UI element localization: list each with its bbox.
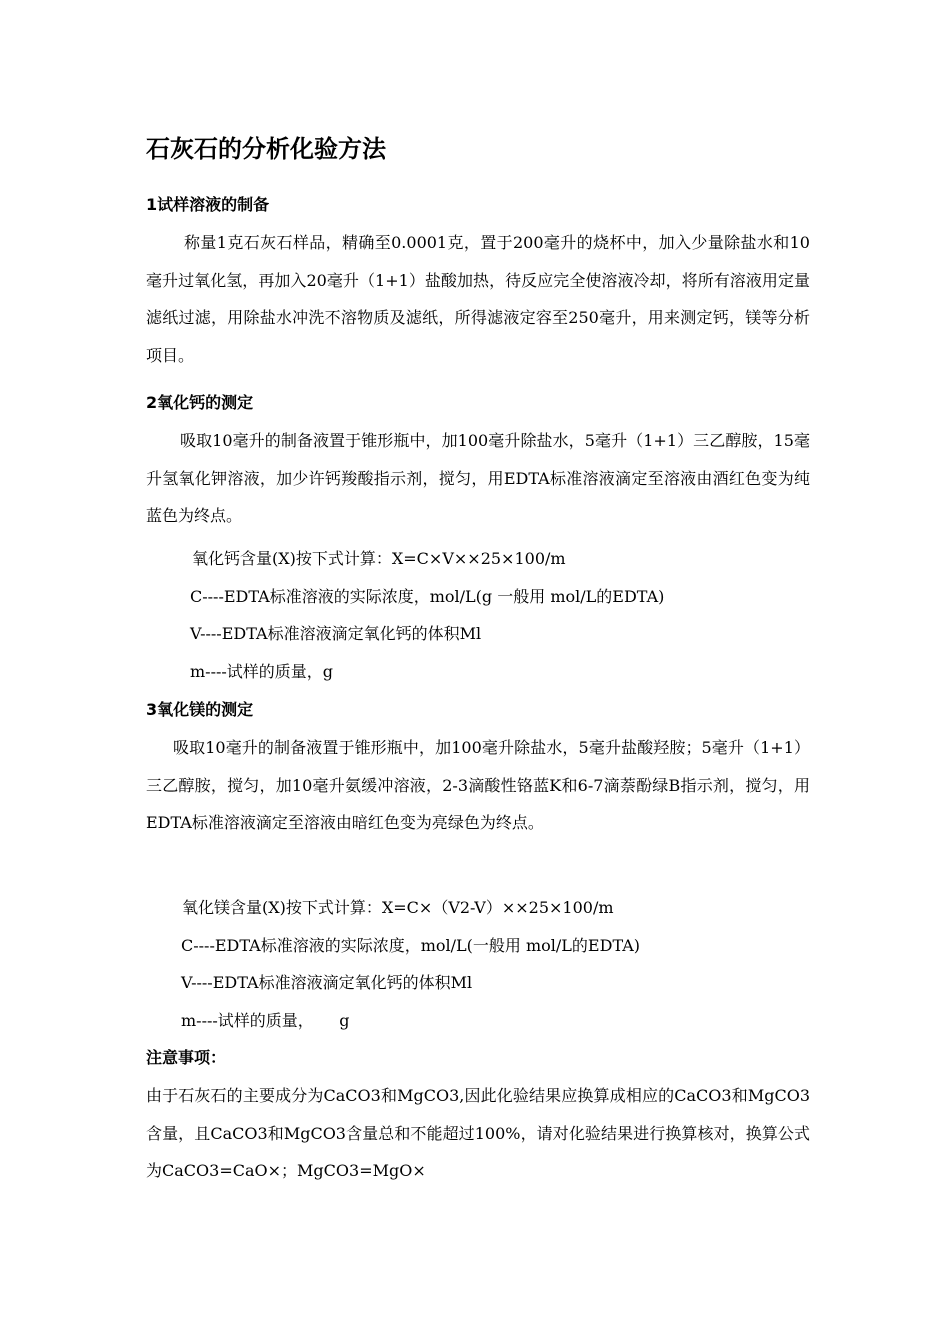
section-1-body: 称量1克石灰石样品，精确至0.0001克，置于200毫升的烧杯中，加入少量除盐水和10毫升过氧化氢，再加入20毫升（1+1）盐酸加热，待反应完全使溶液冷却，将所有溶液用定量滤纸过滤，用除盐水冲洗不溶物质及滤纸，所得滤液定容至250毫升，用来测定钙，镁等分析项目。: [146, 233, 810, 365]
notes-body: 由于石灰石的主要成分为CaCO3和MgCO3,因此化验结果应换算成相应的CaCO3和MgCO3含量，且CaCO3和MgCO3含量总和不能超过100%，请对化验结果进行换算核对，换算公式为CaCO3=CaO×；MgCO3=MgO×: [146, 1086, 810, 1180]
section-2-heading: 2氧化钙的测定: [146, 393, 254, 412]
magnesium-def-m: m----试样的质量， g: [181, 1011, 350, 1030]
section-2-body: 吸取10毫升的制备液置于锥形瓶中，加100毫升除盐水，5毫升（1+1）三乙醇胺，15毫升氢氧化钾溶液，加少许钙羧酸指示剂，搅匀，用EDTA标准溶液滴定至溶液由酒红色变为纯蓝色为终点。: [146, 431, 810, 525]
calcium-oxide-formula: 氧化钙含量(X)按下式计算：X=C×V××25×100/m: [192, 549, 566, 568]
section-3-body: 吸取10毫升的制备液置于锥形瓶中，加100毫升除盐水，5毫升盐酸羟胺；5毫升（1+1）三乙醇胺，搅匀，加10毫升氨缓冲溶液，2-3滴酸性铬蓝K和6-7滴萘酚绿B指示剂，搅匀，用EDTA标准溶液滴定至溶液由暗红色变为亮绿色为终点。: [146, 738, 810, 832]
calcium-def-m: m----试样的质量，g: [190, 662, 334, 681]
notes-heading: 注意事项：: [146, 1048, 227, 1067]
magnesium-def-c: C----EDTA标准溶液的实际浓度，mol/L(一般用 mol/L的EDTA): [181, 936, 641, 955]
magnesium-def-v: V----EDTA标准溶液滴定氧化钙的体积Ml: [181, 973, 473, 992]
section-1-heading: 1试样溶液的制备: [146, 195, 270, 214]
calcium-def-v: V----EDTA标准溶液滴定氧化钙的体积Ml: [190, 624, 482, 643]
calcium-def-c: C----EDTA标准溶液的实际浓度，mol/L(g 一般用 mol/L的EDTA): [190, 587, 665, 606]
magnesium-oxide-formula: 氧化镁含量(X)按下式计算：X=C×（V2-V）××25×100/m: [182, 898, 614, 917]
document-title: 石灰石的分析化验方法: [146, 135, 386, 163]
section-3-heading: 3氧化镁的测定: [146, 700, 254, 719]
